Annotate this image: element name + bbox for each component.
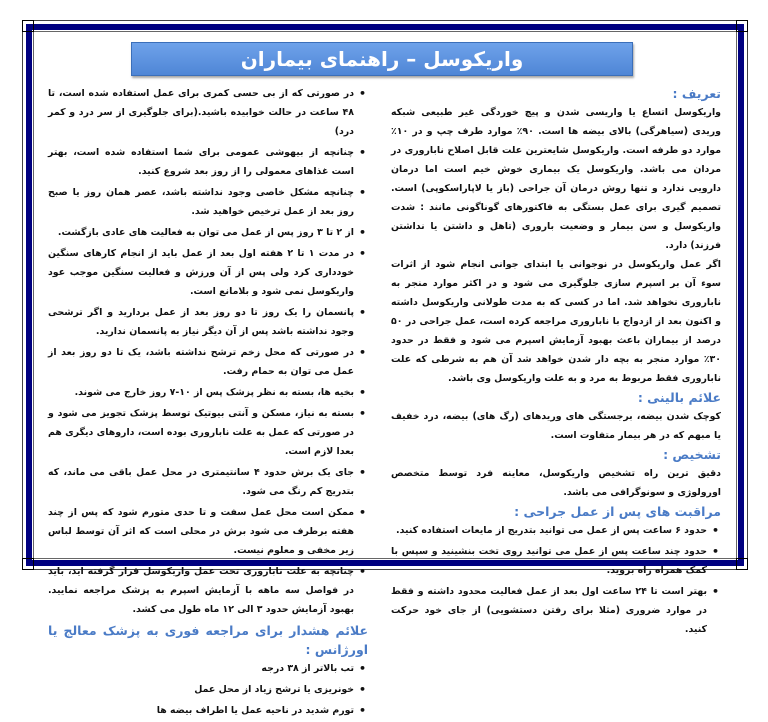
list-item: • بهتر است تا ۲۴ ساعت اول بعد از عمل فعالیت محدود داشته و فقط در موارد ضروری (مثلا برای رفتن دستشویی) از جای خود حرکت کنید.: [391, 582, 707, 639]
definition-heading: تعریف :: [672, 86, 721, 101]
list-item: • جای یک برش حدود ۴ سانتیمتری در محل عمل باقی می ماند، که بتدریج کم رنگ می شود.: [48, 463, 354, 501]
diagnosis-heading: تشخیص :: [663, 447, 721, 462]
border-corner-ornament: [736, 20, 748, 32]
list-item: • خونریزی یا ترشح زیاد از محل عمل: [48, 680, 354, 699]
care-instructions-list: [48, 84, 368, 619]
warning-signs-list: [48, 659, 368, 720]
list-item: • بخیه ها، بسته به نظر پزشک پس از ۱۰-۷ روز خارج می شوند.: [48, 383, 354, 402]
border-corner-ornament: [22, 20, 34, 32]
list-item: • در صورتی که از بی حسی کمری برای عمل استفاده شده است، تا ۴۸ ساعت در حالت خوابیده باشید.(برای جلوگیری از سر درد و کمر درد): [48, 84, 354, 141]
warning-signs-heading: علائم هشدار برای مراجعه فوری به پزشک معالج یا اورژانس :: [48, 623, 368, 657]
page-title: واریکوسل – راهنمای بیماران: [240, 47, 524, 71]
list-item: • از ۲ تا ۳ روز پس از عمل می توان به فعالیت های عادی بازگشت.: [48, 223, 354, 242]
definition-paragraph: واریکوسل اتساع یا واریسی شدن و پیچ خوردگی غیر طبیعی شبکه وریدی (سیاهرگی) بالای بیضه ها است. ۹۰٪ موارد طرف چپ و در ۱۰٪ موارد دو طرفه است. واریکوسل شایعترین علت قابل اصلاح ناباروری در مردان می باشد. واریکوسل یک بیماری خوش خیم است اما درمان دارویی ندارد و تنها روش درمان آن جراحی (باز یا لاپاراسکوپی) است. تصمیم گیری برای عمل بستگی به فاکتورهای گوناگونی مانند : شدت واریکوسل و سن بیمار و وضعیت باروری (تاهل و داشتن یا نداشتن فرزند) دارد.: [391, 107, 721, 251]
post-op-list: [391, 521, 721, 639]
list-item: • در صورتی که محل زخم ترشح نداشته باشد، یک تا دو روز بعد از عمل می توان به حمام رفت.: [48, 343, 354, 381]
list-item: • بسته به نیاز، مسکن و آنتی بیوتیک توسط پزشک تجویز می شود و در صورتی که عمل به علت ناباروری بوده است، داروهای دیگری هم بعدا لازم است.: [48, 404, 354, 461]
border-corner-ornament: [22, 558, 34, 570]
list-item: • پانسمان را یک روز تا دو روز بعد از عمل بردارید و اگر ترشحی وجود نداشته باشد پس از آن دیگر نیاز به پانسمان ندارید.: [48, 303, 354, 341]
list-item: • چنانچه به علت ناباروری تحت عمل واریکوسل قرار گرفته اید، باید در فواصل سه ماهه با آزمایش اسپرم به پزشک مراجعه نمایید. بهبود آزمایش حدود ۳ الی ۱۲ ماه طول می کشد.: [48, 562, 354, 619]
post-op-heading: مراقبت های پس از عمل جراحی :: [514, 504, 721, 519]
list-item: • چنانچه از بیهوشی عمومی برای شما استفاده شده است، بهتر است غذاهای معمولی را از روز بعد شروع کنید.: [48, 143, 354, 181]
clinical-signs-heading: علائم بالینی :: [637, 390, 721, 405]
title-banner: [131, 42, 633, 76]
list-item: • تورم شدید در ناحیه عمل یا اطراف بیضه ها: [48, 701, 354, 720]
list-item: • حدود چند ساعت پس از عمل می توانید روی تخت بنشینید و سپس با کمک همراه راه بروید.: [391, 542, 707, 580]
left-column: [48, 84, 368, 722]
clinical-signs-text: کوچک شدن بیضه، برجستگی های وریدهای (رگ های) بیضه، درد خفیف یا مبهم که در هر بیمار متفاوت است.: [391, 411, 721, 441]
border-corner-ornament: [736, 558, 748, 570]
list-item: • تب بالاتر از ۳۸ درجه: [48, 659, 354, 678]
list-item: • در مدت ۱ تا ۲ هفته اول بعد از عمل باید از انجام کارهای سنگین خودداری کرد ولی پس از آن ورزش و فعالیت سنگین موجب عود واریکوسل نمی شود و بلامانع است.: [48, 244, 354, 301]
right-column: [391, 84, 721, 641]
list-item: • ممکن است محل عمل سفت و تا حدی متورم شود که پس از چند هفته برطرف می شود برش در محلی است که اثر آن توسط لباس زیر مخفی و معلوم نیست.: [48, 503, 354, 560]
diagnosis-text: دقیق ترین راه تشخیص واریکوسل، معاینه فرد توسط متخصص اورولوژی و سونوگرافی می باشد.: [391, 468, 721, 498]
definition-paragraph: اگر عمل واریکوسل در نوجوانی یا ابتدای جوانی انجام شود از اثرات سوء آن بر اسپرم سازی جلوگیری می شود و در اکثر موارد منجر به ناباروری نخواهد شد. اما در کسی که به مدت طولانی واریکوسل داشته و اکنون بعد از ازدواج با ناباروری مراجعه کرده است، عمل جراحی در ۵۰ درصد از بیماران باعث بهبود آزمایش اسپرم می شود و فقط در حدود ۳۰٪ موارد منجر به بچه دار شدن خواهد شد آن هم به شرطی که علت ناباروری فقط مربوط به مرد و به علت واریکوسل وی باشد.: [391, 259, 721, 384]
list-item: • چنانچه مشکل خاصی وجود نداشته باشد، عصر همان روز یا صبح روز بعد از عمل ترخیص خواهید شد.: [48, 183, 354, 221]
list-item: • حدود ۶ ساعت پس از عمل می توانید بتدریج از مایعات استفاده کنید.: [391, 521, 707, 540]
